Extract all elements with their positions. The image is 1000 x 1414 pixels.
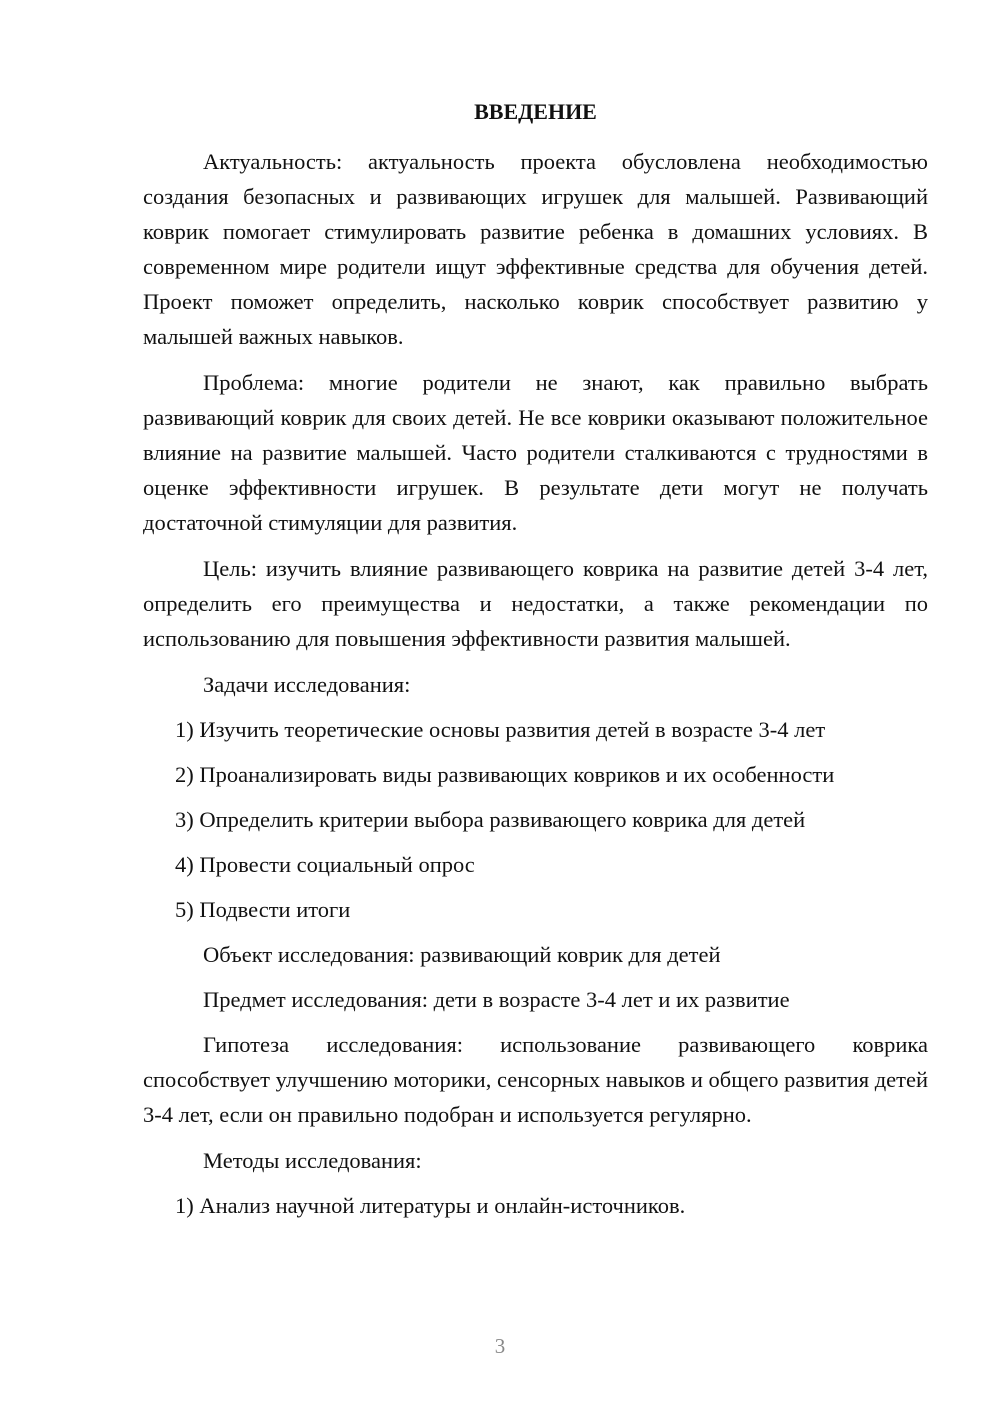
page-content xyxy=(143,94,928,1233)
hypothesis-paragraph: Гипотеза исследования: использование развивающего коврика способствует улучшению моторики, сенсорных навыков и общего развития детей 3-4 лет, если он правильно подобран и используется регулярно. xyxy=(143,1032,928,1127)
task-item: 5) Подвести итоги xyxy=(175,897,351,922)
task-item: 3) Определить критерии выбора развивающего коврика для детей xyxy=(175,807,806,832)
section-title: ВВЕДЕНИЕ xyxy=(474,99,597,124)
task-item: 1) Изучить теоретические основы развития детей в возрасте 3-4 лет xyxy=(175,717,826,742)
object-line: Объект исследования: развивающий коврик для детей xyxy=(203,942,721,967)
methods-list xyxy=(143,1188,928,1223)
goal-paragraph: Цель: изучить влияние развивающего коврика на развитие детей 3-4 лет, определить его преимущества и недостатки, а также рекомендации по использованию для повышения эффективности развития малышей. xyxy=(143,556,928,651)
tasks-list xyxy=(143,712,928,927)
problem-paragraph: Проблема: многие родители не знают, как правильно выбрать развивающий коврик для своих детей. Не все коврики оказывают положительное влияние на развитие малышей. Часто родители сталкиваются с трудностями в оценке эффективности игрушек. В результате дети могут не получать достаточной стимуляции для развития. xyxy=(143,370,928,535)
tasks-heading: Задачи исследования: xyxy=(203,672,411,697)
method-item: 1) Анализ научной литературы и онлайн-источников. xyxy=(175,1193,686,1218)
page-number: 3 xyxy=(494,1334,506,1358)
methods-heading: Методы исследования: xyxy=(203,1148,422,1173)
task-item: 4) Провести социальный опрос xyxy=(175,852,475,877)
subject-line: Предмет исследования: дети в возрасте 3-4 лет и их развитие xyxy=(203,987,790,1012)
task-item: 2) Проанализировать виды развивающих ковриков и их особенности xyxy=(175,762,835,787)
relevance-paragraph: Актуальность: актуальность проекта обусловлена необходимостью создания безопасных и развивающих игрушек для малышей. Развивающий коврик помогает стимулировать развитие ребенка в домашних условиях. В современном мире родители ищут эффективные средства для обучения детей. Проект поможет определить, насколько коврик способствует развитию у малышей важных навыков. xyxy=(143,149,928,349)
